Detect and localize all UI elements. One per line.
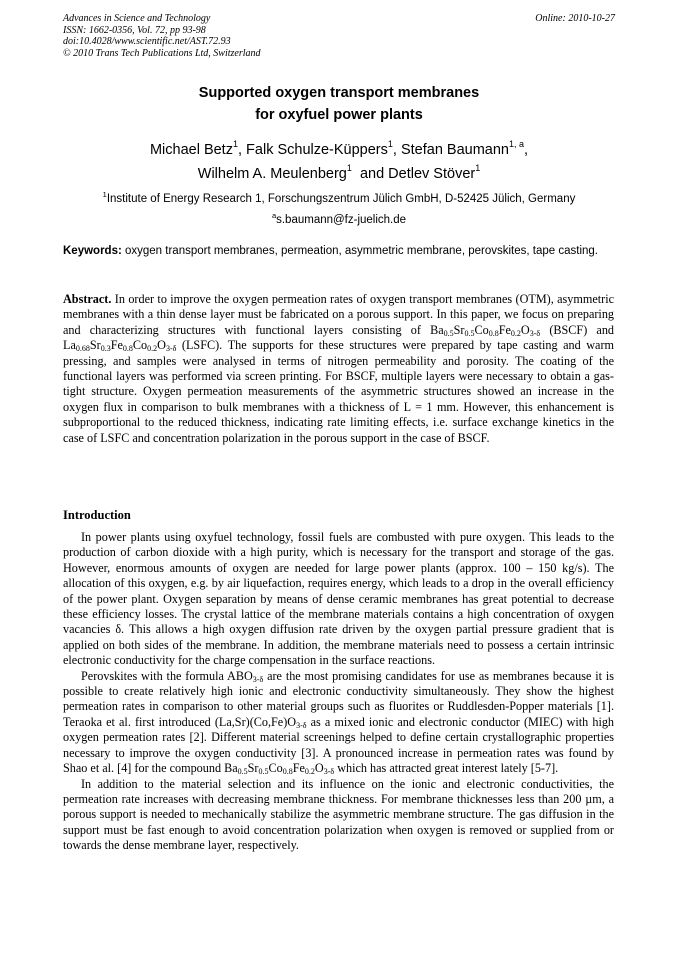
affiliation-email-line — [0, 210, 678, 231]
formula-subscript: 0.3 — [100, 344, 111, 354]
author-list — [0, 138, 678, 186]
intro-paragraph-1: In power plants using oxyfuel technology, fossil fuels are combusted with pure oxygen. This leads to the production of carbon dioxide with a high purity, which is necessary for the transport and storage of the gas. However, enormous amounts of oxygen are needed for large power plants (approx. 100 – 150 kg/s). The allocation of this oxygen, e.g. by air liquefaction, requires energy, which leads to a drop in the overall efficiency of the power plant. Oxygen separation by means of dense ceramic membranes has great potential to decrease these efficiency losses. The crystal lattice of the membrane materials contains a high concentration of oxygen vacancies δ. This allows a high oxygen diffusion rate driven by the oxygen partial pressure gradient that is applied on both sides of the membrane. In addition, the membrane materials need to possess a certain intrinsic electronic conductivity for the charge compensation in the surface reactions. — [63, 530, 614, 668]
intro-p2-subscript: 3-δ — [296, 720, 307, 730]
bscf-formula-intro: $Ba_{0.5}Sr_{0.5}Co_{0.8}Fe_{0.2}O_{3-\delta}$ — [224, 761, 335, 777]
keywords-label: Keywords: — [63, 245, 122, 257]
intro-paragraph-3: In addition to the material selection and its influence on the ionic and electronic conductivities, the permeation rate increases with decreasing membrane thickness. For membrane thicknesses less than 200 µm, a porous support is needed to mechanically stabilize the asymmetric membrane structure. The gas diffusion in the support must be fast enough to avoid concentration polarization when oxygen is removed or supplied from or towards the dense membrane layer, respectively. — [63, 776, 614, 853]
formula-subscript: 3-δ — [323, 767, 335, 777]
formula-subscript: 0.8 — [122, 344, 133, 354]
affiliation-sup: 1 — [102, 190, 107, 199]
formula-subscript: 0.68 — [75, 344, 90, 354]
formula-subscript: 0.8 — [488, 328, 499, 338]
author-conjunction: and — [359, 166, 385, 182]
intro-p2-text: Perovskites with the formula ABO — [81, 668, 253, 683]
affiliation-institute: Institute of Energy Research 1, Forschungszentrum Jülich GmbH, D-52425 Jülich, Germany — [106, 193, 576, 205]
abstract — [63, 292, 614, 446]
author-email: s.baumann@fz-juelich.de — [276, 214, 407, 226]
formula-subscript: 0.2 — [304, 767, 315, 777]
author-name: Falk Schulze-Küppers — [246, 142, 388, 158]
intro-p2-text: as a mixed ionic and electronic conductor (MIEC) with high oxygen permeation rates [2]. Different material screenings helped to define certain crystallographic properties necessary to improve the oxygen conductivity [3]. A pronounced increase in permeation rates was found by Shao et al. [4] for the compound — [63, 714, 615, 776]
abstract-label: Abstract. — [63, 292, 112, 306]
paper-title — [0, 82, 678, 126]
email-sup: a — [271, 211, 277, 220]
intro-p2-subscript: 3-δ — [252, 674, 264, 684]
intro-p2-text: are the most promising candidates for use as membranes because it is possible to create relatively high ionic and electronic conductivity simultaneously. They show the highest permeation rates in comparison to other material groups such as fluorites or Ruddlesden-Popper materials [1]. Teraoka et al. first introduced (La,Sr)(Co,Fe)O — [63, 668, 615, 729]
formula-subscript: 3-δ — [529, 328, 541, 338]
formula-subscript: 0.2 — [510, 328, 521, 338]
section-heading-introduction: Introduction — [63, 508, 131, 522]
author-name: Wilhelm A. Meulenberg — [197, 166, 347, 182]
author-affil-sup: 1 — [475, 163, 481, 173]
title-line-2: for oxyfuel power plants — [255, 107, 423, 123]
formula-subscript: 0.2 — [147, 344, 158, 354]
keywords-text: oxygen transport membranes, permeation, asymmetric membrane, perovskites, tape casting. — [125, 245, 598, 257]
formula-subscript: 0.5 — [258, 767, 269, 777]
author-name: Stefan Baumann — [400, 142, 509, 158]
author-affil-sup: 1, a — [509, 139, 525, 149]
lsfc-formula: $La_{0.68}Sr_{0.3}Fe_{0.8}Co_{0.2}O_{3-\delta}$ — [63, 338, 177, 354]
journal-header — [63, 13, 261, 59]
author-name: Detlev Stöver — [388, 166, 476, 182]
journal-doi: doi:10.4028/www.scientific.net/AST.72.93 — [63, 36, 231, 47]
formula-subscript: 0.5 — [443, 328, 454, 338]
author-affil-sup: 1 — [232, 139, 238, 149]
formula-subscript: 0.5 — [237, 767, 248, 777]
author-affil-sup: 1 — [387, 139, 393, 149]
affiliation-institute-line — [0, 189, 678, 210]
intro-paragraph-2 — [63, 669, 614, 777]
authors-line-1: Michael Betz$^1$, Falk Schulze-Küppers$^1$, Stefan Baumann$^{1, a}$, — [149, 139, 529, 158]
journal-copyright: © 2010 Trans Tech Publications Ltd, Switzerland — [63, 47, 261, 59]
introduction-body — [63, 530, 614, 854]
journal-name: Advances in Science and Technology — [63, 13, 211, 24]
intro-p2-text: which has attracted great interest lately [5-7]. — [337, 761, 559, 776]
formula-subscript: 0.5 — [464, 328, 475, 338]
formula-subscript: 3-δ — [165, 344, 177, 354]
authors-line-2 — [0, 162, 678, 186]
author-name: Michael Betz — [149, 142, 233, 158]
affiliation — [0, 189, 678, 231]
formula-subscript: 0.8 — [282, 767, 293, 777]
title-line-1: Supported oxygen transport membranes — [198, 85, 480, 101]
bscf-formula: $Ba_{0.5}Sr_{0.5}Co_{0.8}Fe_{0.2}O_{3-\delta}$ — [430, 322, 541, 338]
journal-issn: ISSN: 1662-0356, Vol. 72, pp 93-98 — [63, 24, 206, 36]
online-date: Online: 2010-10-27 — [535, 13, 615, 24]
abstract-part-2: (LSFC). The supports for these structures were prepared by tape casting and warm pressing, and samples were analysed in terms of nitrogen permeability and porosity. The coating of the functional layers was performed via screen printing. For BSCF, multiple layers were necessary to obtain a gas-tight structure. Oxygen permeation measurements of the asymmetric structures showed an increase in the oxygen flux in comparison to bulk membranes with a thickness of L = 1 mm. However, this enhancement is subproportional to the reduced thickness, indicating rate limiting effects, i.e. surface exchange kinetics in the case of LSFC and concentration polarization in the porous support in the case of BSCF. — [63, 338, 615, 445]
keywords — [63, 244, 614, 259]
author-affil-sup: 1 — [346, 163, 352, 173]
bscf-abbreviation: (BSCF) and — [549, 322, 615, 337]
abstract-part-1: In order to improve the oxygen permeation rates of oxygen transport membranes (OTM), asymmetric membranes with a thin dense layer must be fabricated on a porous support. In this paper, we focus on preparing and characterizing structures with functional layers consisting of — [63, 292, 615, 337]
